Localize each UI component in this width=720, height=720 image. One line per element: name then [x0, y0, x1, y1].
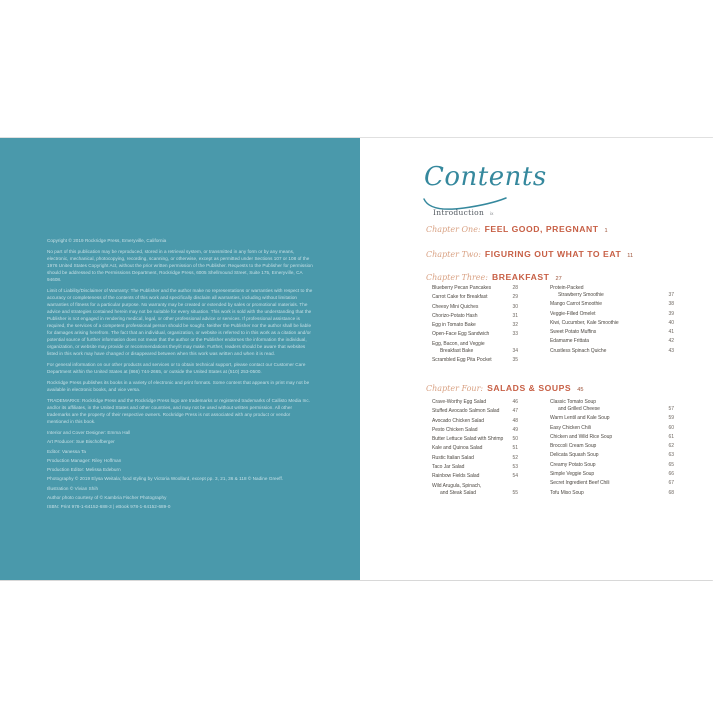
breakfast-toc-list [432, 285, 674, 366]
toc-item-name: Creamy Potato Soup [550, 461, 596, 468]
credit-line: Production Editor: Melissa Edeburn [47, 467, 121, 473]
toc-item-name: Open-Face Egg Sandwich [432, 331, 490, 338]
toc-item-page: 34 [512, 347, 518, 354]
toc-item-name: Avocado Chicken Salad [432, 417, 484, 424]
toc-item-name-line2: and Steak Salad [440, 489, 476, 496]
toc-item [550, 462, 674, 469]
toc-item-name-line2: and Grilled Cheese [558, 406, 600, 412]
toc-item-name: Chorizo-Potato Hash [432, 312, 478, 319]
chapter-three-heading [426, 272, 562, 282]
credit-line: Interior and Cover Designer: Emma Hall [47, 430, 131, 435]
toc-item-name: Crustless Spinach Quiche [550, 347, 607, 354]
toc-item-page: 39 [668, 310, 674, 317]
copyright-paragraph: Limit of Liability/Disclaimer of Warranty: The Publisher and the author make no representations or warranties with respect to the accuracy or completeness of the contents of this work and specifically disclaim all warranties, including without limitation warranties of fitness for a particular purpose. No warranty may be created or extended by sales or promotional materials. The advice and strategies contained herein may not be suitable for every situation. This work is sold with the understanding that the Publisher is not engaged in rendering medical, legal, or other professional advice or services. If professional assistance is required, the services of a competent professional person should be sought. Neither the Publisher nor the author shall be liable for damages arising herefrom. The fact that an individual, organization, or website is referred to in this work as a citation and/or potential source of further information does not mean that the author or the Publisher endorses the information the individual, organization, or website may provide or recommendations they/it may make. Further, readers should be aware that websites listed in this work may have changed or disappeared between when this work was written and when it is read. [47, 288, 313, 356]
right-page-contents [360, 138, 713, 580]
toc-item-page: 31 [512, 312, 518, 319]
toc-item-name: Scrambled Egg Pita Pocket [432, 357, 492, 364]
toc-item [432, 455, 518, 462]
toc-item-name: Blueberry Pecan Pancakes [432, 285, 492, 291]
toc-item-name: Sweet Potato Muffins [550, 329, 597, 336]
toc-column-left [432, 399, 518, 499]
toc-item-page: 38 [668, 301, 674, 308]
toc-item [432, 436, 518, 443]
credits-block [47, 429, 313, 510]
toc-item-page: 55 [512, 489, 518, 496]
toc-item-name: Kale and Quinoa Salad [432, 445, 483, 452]
toc-item-page: 41 [668, 329, 674, 336]
toc-item [550, 348, 674, 355]
toc-item-name-line2: Breakfast Bake [440, 347, 474, 354]
toc-item-name: Rainbow Fields Salad [432, 473, 480, 480]
toc-item-name: Simple Veggie Soup [550, 471, 595, 478]
credit-line: Art Producer: Sue Bischofberger [47, 439, 115, 445]
toc-item-name: Classic Tomato Soup and Grilled Cheese [550, 399, 600, 412]
toc-column-left [432, 285, 518, 366]
toc-item [550, 301, 674, 308]
credit-line: Author photo courtesy of © Kambria Fischer Photography [47, 495, 167, 501]
chapter-four-heading [426, 383, 583, 393]
toc-item-page: 57 [668, 406, 674, 412]
credit-line: Photography © 2019 Elysa Weitala; food styling by Victoria Woollard, except pp. 3, 21, 36 & 118 © Nadine Greeff. [47, 476, 284, 482]
book-spread [0, 137, 713, 581]
toc-column-right [550, 399, 674, 499]
toc-item [432, 483, 518, 497]
chapter-page-number: 27 [555, 276, 562, 282]
toc-item-page: 63 [668, 452, 674, 459]
toc-item-page: 37 [668, 292, 674, 298]
copyright-paragraph: No part of this publication may be reproduced, stored in a retrieval system, or transmitted in any form or by any means, electronic, mechanical, photocopying, recording, scanning, or otherwise, except as permitted under Sections 107 or 108 of the 1976 United States Copyright Act, without the prior written permission of the Publisher. Requests to the Publisher for permission should be addressed to the Permissions Department, Rockridge Press, 6005 Shellmound Street, Suite 175, Emeryville, CA 94608. [47, 249, 313, 282]
credit-line: ISBN: Print 978-1-64152-688-3 | eBook 978-1-64152-689-0 [47, 504, 171, 510]
toc-item-name: Veggie-Filled Omelet [550, 310, 596, 317]
toc-item [550, 434, 674, 441]
toc-item-page: 59 [668, 415, 674, 422]
toc-item-page: 47 [512, 408, 518, 415]
toc-item-page: 62 [668, 443, 674, 450]
chapter-script: Chapter Two: [426, 250, 481, 259]
toc-item-name: Butter Lettuce Salad with Shrimp [432, 436, 504, 443]
toc-item-page: 43 [668, 347, 674, 354]
toc-item-name: Tofu Miso Soup [550, 489, 584, 496]
toc-item [432, 408, 518, 415]
toc-item-name: Easy Chicken Chili [550, 424, 591, 431]
toc-item [550, 329, 674, 336]
chapter-script: Chapter One: [426, 225, 481, 234]
toc-item-page: 68 [668, 489, 674, 496]
toc-item [550, 399, 674, 413]
chapter-page-number: 45 [577, 387, 584, 393]
toc-item [432, 341, 518, 355]
toc-item-page: 29 [512, 294, 518, 301]
toc-item-page: 54 [512, 473, 518, 480]
toc-item [550, 480, 674, 487]
toc-item-page: 28 [512, 285, 518, 291]
toc-item [550, 415, 674, 422]
toc-item [432, 313, 518, 320]
toc-item [432, 357, 518, 364]
toc-item [432, 285, 518, 292]
toc-item-page: 61 [668, 433, 674, 440]
toc-item [550, 285, 674, 299]
toc-item-page: 52 [512, 454, 518, 461]
toc-item [432, 399, 518, 406]
contents-title: Contents [424, 162, 547, 192]
chapter-script: Chapter Three: [426, 273, 488, 282]
toc-item-name: Warm Lentil and Kale Soup [550, 415, 610, 422]
credit-line: Illustration © Vivian Shih [47, 485, 99, 491]
toc-item-name: Mango Carrot Smoothie [550, 301, 603, 308]
toc-item [432, 464, 518, 471]
salads-soups-toc-list [432, 399, 674, 499]
toc-item-page: 66 [668, 471, 674, 478]
toc-item [550, 490, 674, 497]
toc-item-page: 65 [668, 461, 674, 468]
toc-item-name: Broccoli Cream Soup [550, 443, 597, 450]
copyright-paragraph: TRADEMARKS: Rockridge Press and the Rockridge Press logo are trademarks or registered trademarks of Callisto Media Inc. and/or its affiliates, in the United States and other countries, and may not be used without written permission. All other trademarks are the property of their respective owners. Rockridge Press is not associated with any product or vendor mentioned in this book. [47, 398, 311, 424]
toc-item-name: Protein-Packed Strawberry Smoothie [550, 285, 604, 298]
copyright-paragraph: Rockridge Press publishes its books in a variety of electronic and print formats. Some content that appears in print may not be available in electronic books, and vice versa. [47, 380, 310, 392]
toc-item [432, 304, 518, 311]
toc-item-page: 32 [512, 322, 518, 329]
toc-item [432, 445, 518, 452]
toc-item [550, 452, 674, 459]
toc-item-name: Pesto Chicken Salad [432, 426, 478, 433]
chapter-two-heading [426, 249, 633, 259]
chapter-page-number: 11 [627, 253, 634, 259]
toc-item [550, 311, 674, 318]
toc-item-name: Crave-Worthy Egg Salad [432, 399, 487, 405]
toc-item [550, 338, 674, 345]
intro-page-number: ix [490, 211, 494, 216]
credit-line: Production Manager: Riley Hoffman [47, 457, 122, 463]
toc-item [432, 294, 518, 301]
toc-item-name: Wild Arugula, Spinach, and Steak Salad [432, 482, 482, 496]
toc-item-name: Stuffed Avocado Salmon Salad [432, 408, 500, 415]
toc-item-page: 35 [512, 357, 518, 364]
toc-item-page: 49 [512, 426, 518, 433]
copyright-paragraph: Copyright © 2019 Rockridge Press, Emeryville, California [47, 238, 167, 243]
intro-label: Introduction [433, 208, 485, 217]
toc-item-name: Cheesy Mini Quiches [432, 303, 479, 310]
chapter-title: SALADS & SOUPS [487, 383, 572, 393]
chapter-title: FEEL GOOD, PREGNANT [484, 224, 599, 234]
chapter-script: Chapter Four: [426, 384, 484, 393]
toc-item-page: 60 [668, 424, 674, 431]
toc-column-right [550, 285, 674, 366]
chapter-page-number: 1 [604, 228, 608, 234]
toc-item-name: Secret Ingredient Beef Chili [550, 480, 610, 487]
toc-item-name-line2: Strawberry Smoothie [558, 292, 604, 298]
toc-item-page: 51 [512, 445, 518, 452]
intro-row [433, 208, 493, 217]
toc-item [432, 418, 518, 425]
toc-item-page: 53 [512, 464, 518, 471]
toc-item-name: Delicata Squash Soup [550, 452, 599, 459]
toc-item [432, 331, 518, 338]
toc-item-name: Kiwi, Cucumber, Kale Smoothie [550, 319, 619, 326]
toc-item [550, 425, 674, 432]
toc-item-page: 42 [668, 338, 674, 345]
toc-item-name: Egg, Bacon, and Veggie Breakfast Bake [432, 340, 485, 354]
toc-item-page: 33 [512, 331, 518, 338]
toc-item-name: Edamame Frittata [550, 338, 589, 345]
toc-item [432, 473, 518, 480]
chapter-title: BREAKFAST [491, 272, 550, 282]
toc-item-name: Egg in Tomato Bake [432, 322, 476, 329]
toc-item-page: 50 [512, 436, 518, 443]
toc-item-page: 48 [512, 417, 518, 424]
toc-item-name: Chicken and Wild Rice Soup [550, 433, 613, 440]
chapter-title: FIGURING OUT WHAT TO EAT [484, 249, 622, 259]
left-page-copyright [0, 138, 360, 580]
toc-item-page: 46 [512, 399, 518, 405]
toc-item-name: Taco Jar Salad [432, 464, 465, 471]
toc-item-name: Rustic Italian Salad [432, 454, 474, 461]
toc-item [432, 427, 518, 434]
credit-line: Editor: Vanessa Ta [47, 448, 87, 454]
toc-item-page: 67 [668, 480, 674, 487]
chapter-one-heading [426, 224, 608, 234]
copyright-paragraph: For general information on our other products and services or to obtain technical support, please contact our Customer Care Department within the United States at (866) 744-2665, or outside the United States at (510) 253-0500. [47, 362, 306, 374]
toc-item [432, 322, 518, 329]
copyright-block [47, 237, 313, 425]
toc-item-page: 30 [512, 303, 518, 310]
toc-item [550, 471, 674, 478]
toc-item-page: 40 [668, 319, 674, 326]
toc-item-name: Carrot Cake for Breakfast [432, 294, 488, 301]
toc-item [550, 320, 674, 327]
toc-item [550, 443, 674, 450]
